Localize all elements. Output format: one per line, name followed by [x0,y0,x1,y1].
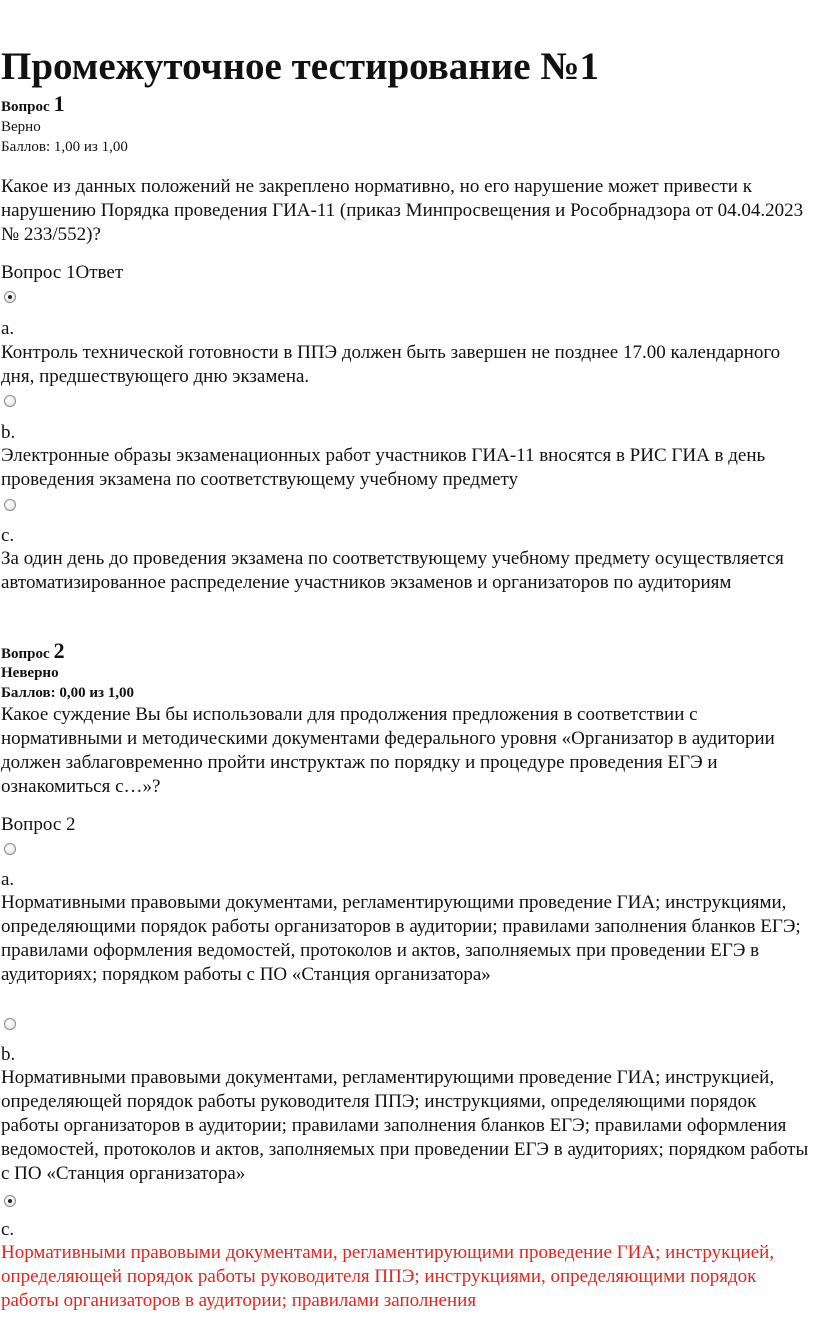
question-number: 2 [53,638,65,663]
question-number: 1 [53,91,65,116]
question-1-text: Какое из данных положений не закреплено нормативно, но его нарушение может привести к нарушению Порядка проведения ГИА-11 (приказ Минпросвещения и Рособрнадзора от 04.04.2023 № 233/552)? [1,176,804,245]
q1-option-a-radio[interactable] [4,291,16,303]
q2-option-c-radio[interactable] [4,1195,16,1207]
q1-option-a-letter: a. [1,318,15,339]
question-2-text: Какое суждение Вы бы использовали для продолжения предложения в соответствии с нормативными и методическими документами федерального уровня «Организатор в аудитории должен заблаговременно пройти инструктаж по порядку и процедуре проведения ЕГЭ и ознакомиться с…»? [1,704,775,797]
q1-option-a-text: Контроль технической готовности в ППЭ должен быть завершен не позднее 17.00 календарного дня, предшествующего дню экзамена. [1,342,781,387]
q1-option-c-radio[interactable] [4,499,16,511]
q1-option-c-text: За один день до проведения экзамена по соответствующему учебному предмету осуществляется автоматизированное распределение участников экзаменов и организаторов по аудиториям [1,548,784,593]
q2-option-a-letter: a. [1,869,15,890]
q1-option-b-letter: b. [1,422,16,443]
q2-option-a-radio[interactable] [4,843,16,855]
q1-option-b-radio[interactable] [4,395,16,407]
question-2-status: Неверно [1,665,59,681]
question-label: Вопрос [1,646,50,662]
question-1-score: Баллов: 1,00 из 1,00 [1,139,128,155]
q2-option-b-letter: b. [1,1044,16,1065]
q2-option-c-text: Нормативными правовыми документами, регламентирующими проведение ГИА; инструкцией, определяющей порядок работы руководителя ППЭ; инструкциями, определяющими порядок работы организаторов в аудитории; правилами заполнения [1,1242,775,1311]
q2-option-c-letter: c. [1,1219,15,1240]
q2-option-b-radio[interactable] [4,1018,16,1030]
q1-option-b-text: Электронные образы экзаменационных работ участников ГИА-11 вносятся в РИС ГИА в день проведения экзамена по соответствующему учебному предмету [1,445,766,490]
question-2-answer-heading: Вопрос 2 [1,814,76,835]
q1-option-c-letter: c. [1,525,15,546]
q2-option-a-text: Нормативными правовыми документами, регламентирующими проведение ГИА; инструкциями, определяющими порядок работы организаторов в аудитории; правилами заполнения бланков ЕГЭ; правилами оформления ведомостей, протоколов и актов, заполняемых при проведении ЕГЭ в аудиториях; порядком работы с ПО «Станция организатора» [1,892,801,985]
page-title: Промежуточное тестирование №1 [1,45,599,88]
question-label: Вопрос [1,99,50,115]
question-1-answer-heading: Вопрос 1Ответ [1,262,124,283]
q2-option-b-text: Нормативными правовыми документами, регламентирующими проведение ГИА; инструкцией, определяющей порядок работы руководителя ППЭ; инструкциями, определяющими порядок работы организаторов в аудитории; правилами заполнения бланков ЕГЭ; правилами оформления ведомостей, протоколов и актов, заполняемых при проведении ЕГЭ в аудиториях; порядком работы с ПО «Станция организатора» [1,1067,809,1184]
question-2-score: Баллов: 0,00 из 1,00 [1,685,135,701]
question-1-status: Верно [1,119,41,135]
